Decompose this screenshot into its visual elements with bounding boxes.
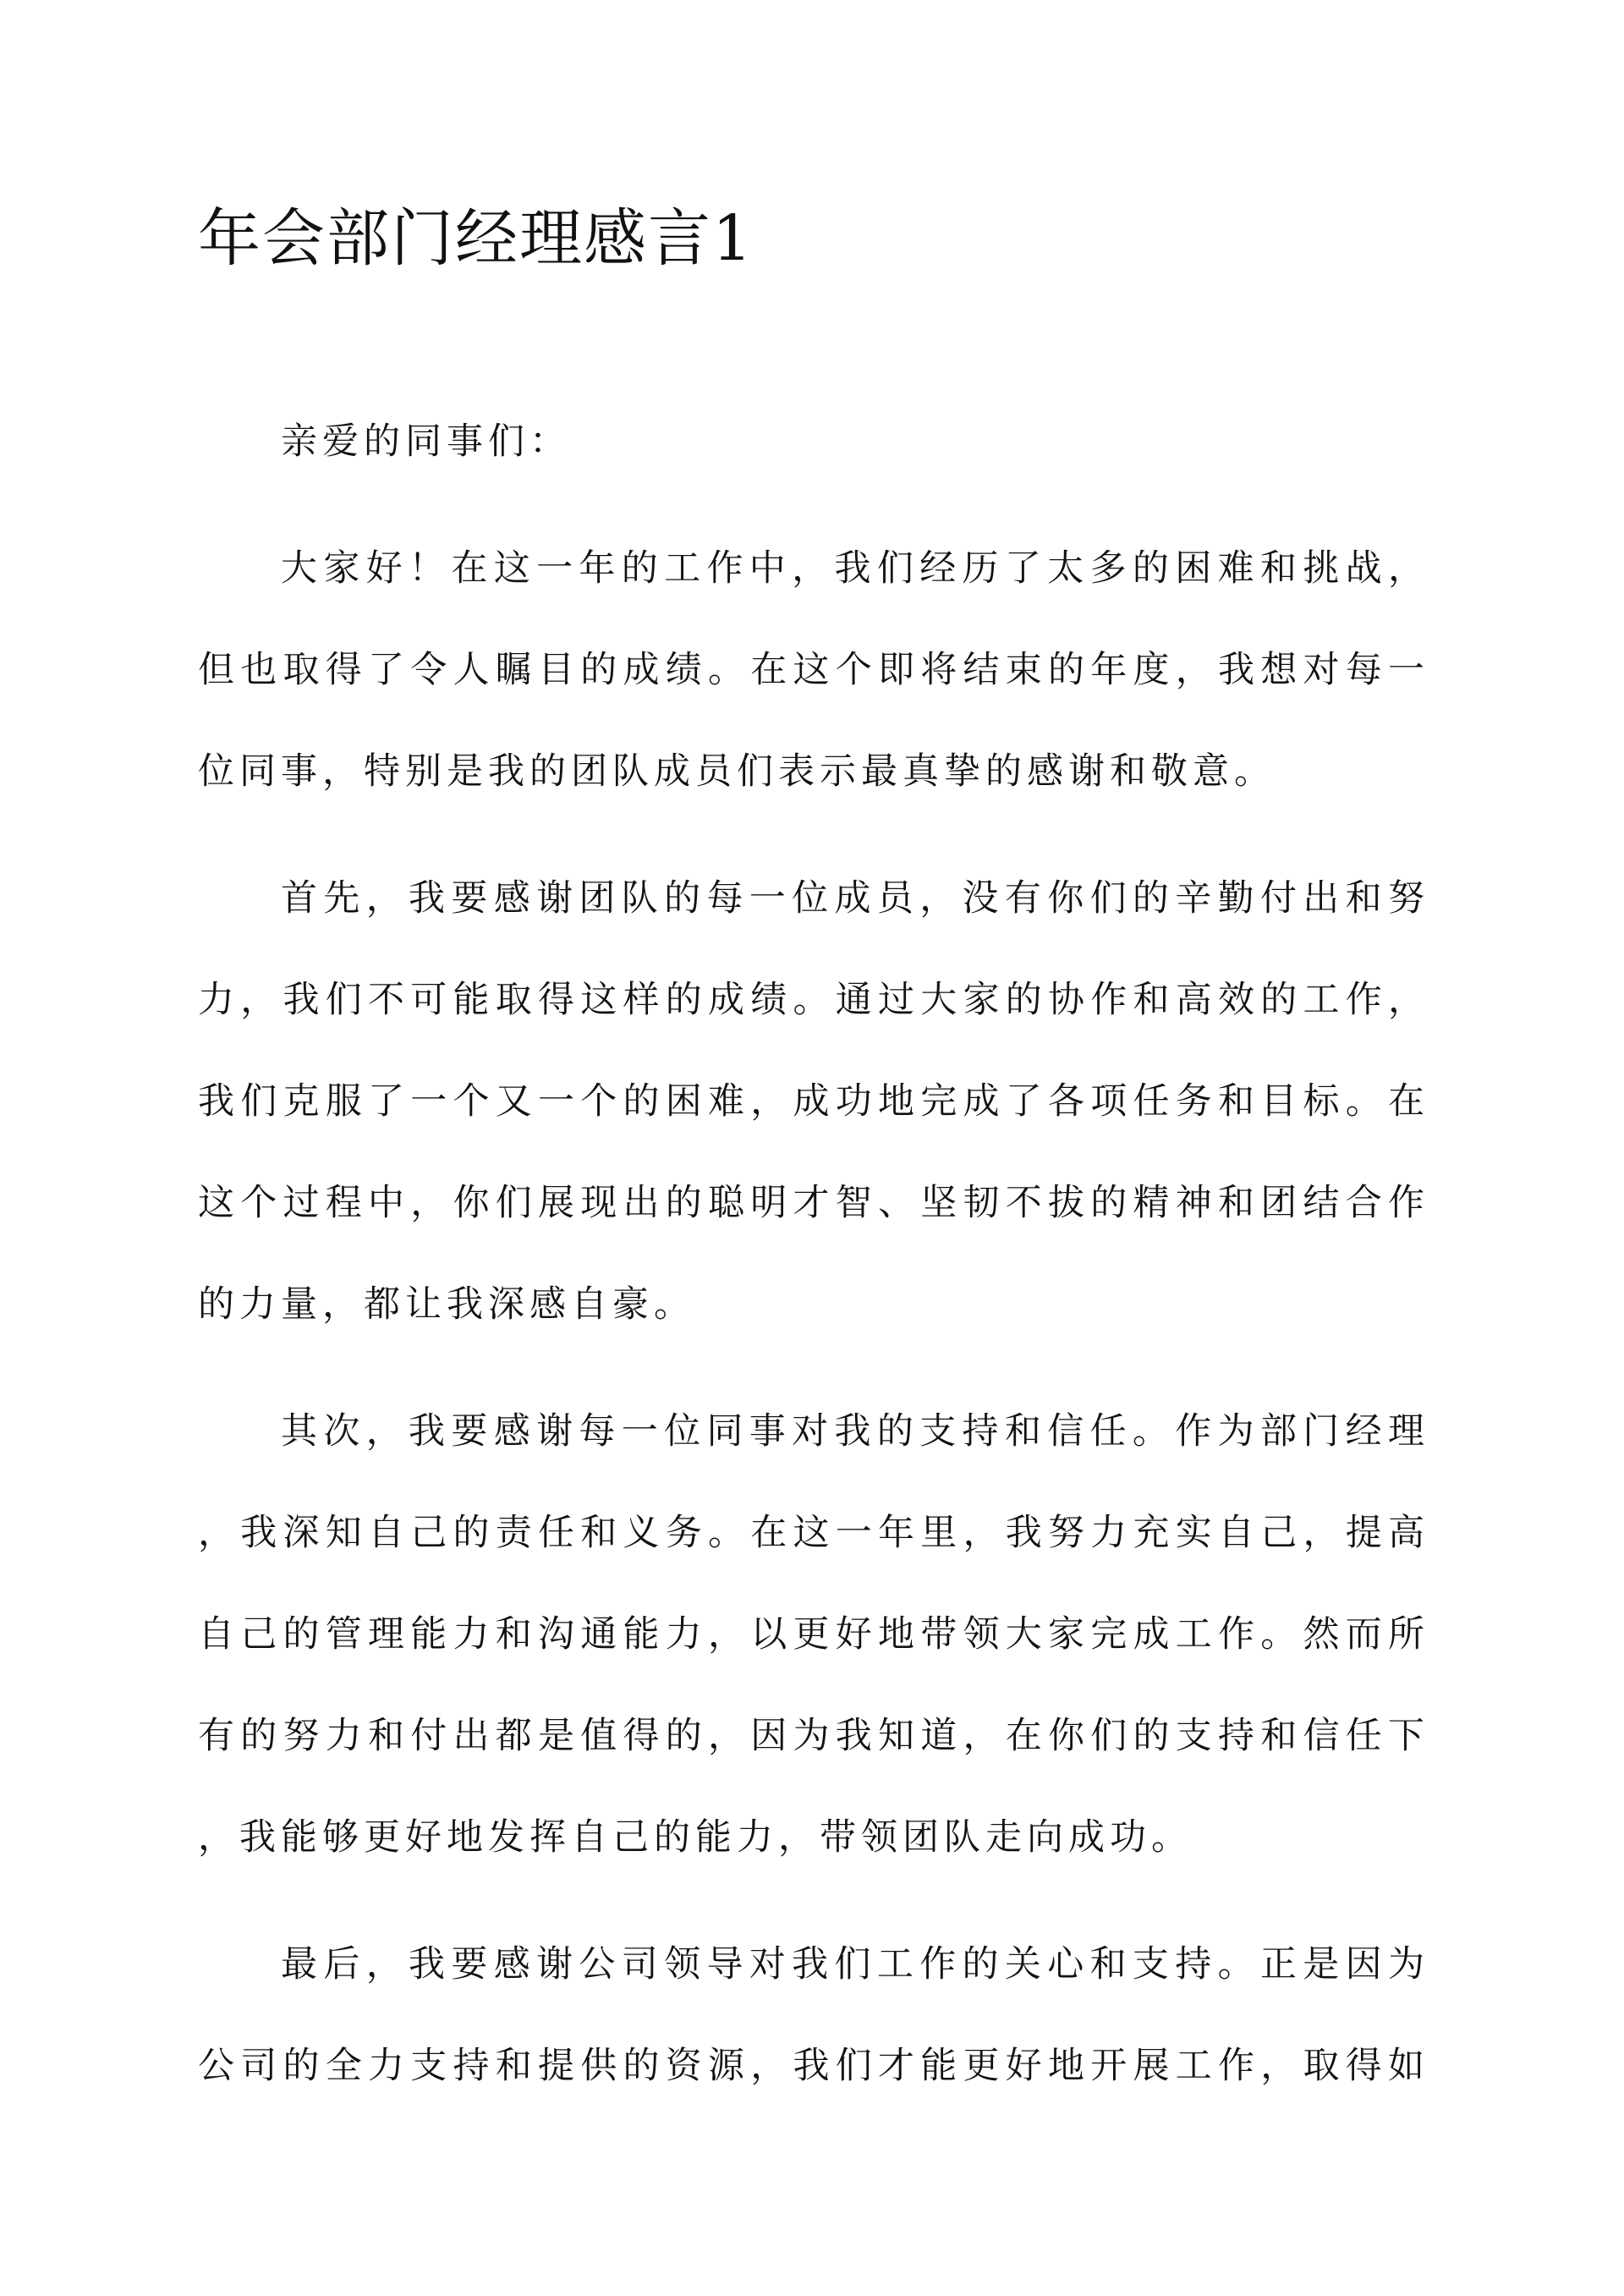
paragraph-line: 我们克服了一个又一个的困难，成功地完成了各项任务和目标。在 <box>198 1080 1424 1123</box>
paragraph-company-thanks <box>198 1914 1424 2117</box>
paragraph-line: 亲爱的同事们： <box>281 420 571 463</box>
paragraph-line: 自己的管理能力和沟通能力，以更好地带领大家完成工作。然而所 <box>198 1613 1424 1656</box>
paragraph-greeting <box>198 391 1424 492</box>
document-title: 年会部门经理感言1 <box>198 202 754 275</box>
paragraph-line: 其次，我要感谢每一位同事对我的支持和信任。作为部门经理 <box>281 1410 1424 1453</box>
paragraph-team-thanks <box>198 848 1424 1355</box>
paragraph-line: 首先，我要感谢团队的每一位成员，没有你们的辛勤付出和努 <box>281 877 1424 920</box>
paragraph-line: 但也取得了令人瞩目的成绩。在这个即将结束的年度，我想对每一 <box>198 649 1424 691</box>
paragraph-line: 公司的全力支持和提供的资源，我们才能更好地开展工作，取得如 <box>198 2045 1424 2087</box>
document-body <box>198 391 1424 2142</box>
paragraph-line: 位同事，特别是我的团队成员们表示最真挚的感谢和敬意。 <box>198 750 1276 793</box>
paragraph-line: 大家好！在这一年的工作中，我们经历了太多的困难和挑战， <box>281 547 1424 590</box>
paragraph-line: 有的努力和付出都是值得的，因为我知道，在你们的支持和信任下 <box>198 1715 1424 1757</box>
paragraph-line: 最后，我要感谢公司领导对我们工作的关心和支持。正是因为 <box>281 1943 1424 1986</box>
paragraph-line: ，我能够更好地发挥自己的能力，带领团队走向成功。 <box>198 1816 1193 1859</box>
paragraph-colleague-thanks <box>198 1381 1424 1888</box>
paragraph-line: 的力量，都让我深感自豪。 <box>198 1283 695 1326</box>
paragraph-line: ，我深知自己的责任和义务。在这一年里，我努力充实自己，提高 <box>198 1512 1424 1554</box>
paragraph-line: 力，我们不可能取得这样的成绩。通过大家的协作和高效的工作， <box>198 979 1424 1021</box>
paragraph-line: 这个过程中，你们展现出的聪明才智、坚韧不拔的精神和团结合作 <box>198 1182 1424 1224</box>
paragraph-intro <box>198 518 1424 822</box>
